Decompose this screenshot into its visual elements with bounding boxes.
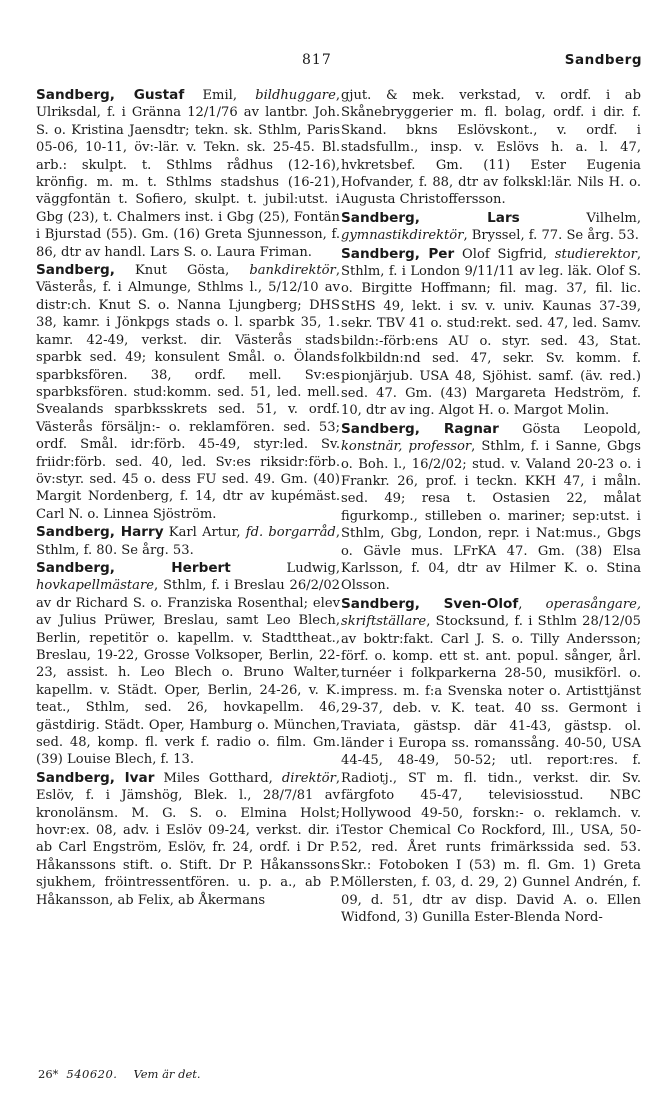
entry-occupation: konstnär, professor <box>341 439 472 455</box>
entry-given-names: Gösta Leopold, <box>498 421 641 437</box>
running-head: Sandberg <box>564 52 642 68</box>
entry-given-names: Knut Gösta, <box>114 263 250 279</box>
entry-name: Sandberg, Herbert <box>36 559 231 576</box>
entry-given-names: Miles Gotthard, <box>154 770 282 786</box>
entry-occupation: operasångare, skriftställare <box>341 596 641 630</box>
entry-text: , Ulriksdal, f. i Gränna 12/1/76 av lantbr. Joh. S. o. Kristina Jaensdtr; tekn. sk. Sthlm, Paris 05-06, 10-11, öv:-lär. v. Tekn. sk. 25-45. Bl. arb.: skulpt. t. Sthlms rådhus (12-16), krönfig. m. m. t. Sthlms stadshus (16-21), väggfontän t. Sofiero, skulpt. t. jubil:utst. i Gbg (23), t. Chalmers inst. i Gbg (25), Fontän i Bjurstad (55). Gm. (16) Greta Sjunnesson, f. 86, dtr av handl. Lars S. o. Laura Friman. <box>36 88 340 260</box>
entry-text: , Eslöv, f. i Jämshög, Blek. l., 28/7/81 av kronolänsm. M. G. S. o. Elmina Holst; hovr:ex. 08, adv. i Eslöv 09-24, verkst. dir. i ab Carl Engström, Eslöv, fr. 24, ordf. i Dr P. Håkanssons stift. o. Stift. Dr P. Håkanssons sjukhem, fröintressentfören. u. p. a., ab P. Håkansson, ab Felix, ab Åkermans <box>36 770 340 908</box>
biography-entry <box>36 262 340 523</box>
footer-signature: 26* <box>38 1067 59 1081</box>
entry-text: , Sthlm, f. i London 9/11/11 av leg. läk. Olof S. o. Birgitte Hoffmann; fil. mag. 37, fil. lic. StHS 49, lekt. i sv. v. univ. Kaunas 37-39, sekr. TBV 41 o. stud:rekt. sed. 47, led. Samv. bildn:-förb:ens AU o. styr. sed. 43, Stat. folkbildn:nd sed. 47, sekr. Sv. komm. f. pionjärjub. USA 48, Sjöhist. samf. (äv. red.) sed. 47. Gm. (43) Margareta Hedström, f. 10, dtr av ing. Algot H. o. Margot Molin. <box>341 246 642 419</box>
biography-entry <box>36 524 340 559</box>
entry-text: , Stocksund, f. i Sthlm 28/12/05 av boktr:fakt. Carl J. S. o. Tilly Andersson; förf. o. komp. ett st. ant. popul. sånger, årl. turnéer i folkparkerna 28-50, musikförl. o. impress. m. f:a Svenska noter o. Artisttjänst 29-37, deb. v. K. teat. 40 ss. Germont i Traviata, gästsp. där 41-43, gästsp. ol. länder i Europa ss. romanssång. 40-50, USA 44-45, 48-49, 50-52; utl. report:res. f. Radiotj., ST m. fl. tidn., verkst. dir. Sv. färgfoto 45-47, televisiosstud. NBC Hollywood 49-50, forskn:- o. reklamch. v. Testor Chemical Co Rockford, Ill., USA, 50-52, red. Året runts frimärkssida sed. 53. Skr.: Fotoboken I (53) m. fl. Gm. 1) Greta Möllersten, f. 03, d. 29, 2) Gunnel Andrén, f. 09, d. 51, dtr av disp. David A. o. Ellen Widfond, 3) Gunilla Ester-Blenda Nord- <box>341 614 641 926</box>
entry-text: , Sthlm, f. i Breslau 26/2/02 av dr Richard S. o. Franziska Rosenthal; elev av Julius Prüwer, Breslau, samt Leo Blech, Berlin, repetitör o. kapellm. v. Stadttheat., Breslau, 19-22, Grosse Volksoper, Berlin, 22-23, assist. h. Leo Blech o. Bruno Walter, kapellm. v. Städt. Oper, Berlin, 24-26, v. K. teat., Sthlm, sed. 26, hovkapellm. 46, gästdirig. Städt. Oper, Hamburg o. München, sed. 48, komp. fl. verk f. radio o. film. Gm. (39) Louise Blech, f. 13. <box>36 578 340 768</box>
biography-entry <box>36 87 340 261</box>
entry-text: , Västerås, f. i Almunge, Sthlms l., 5/12/10 av distr:ch. Knut S. o. Nanna Ljungberg; DHS 38, kamr. i Jönkpgs stads o. l. sparbk 35, 1. kamr. 42-49, verkst. dir. Västerås stads sparbk sed. 49; konsulent Smål. o. Ölands sparbksfören. 38, ordf. mell. Sv:es sparbksfören. stud:komm. sed. 51, led. mell. Svealands sparbksskrets sed. 51, v. ordf. Västerås försäljn:- o. reklamfören. sed. 53; ordf. Smål. idr:förb. 45-49, styr:led. Sv. friidr:förb. sed. 40, led. Sv:es riksidr:förb. öv:styr. sed. 45 o. dess FU sed. 49. Gm. (40) Margit Nordenberg, f. 14, dtr av kupémäst. Carl N. o. Linnea Sjöström. <box>36 263 340 522</box>
page-footer <box>38 1067 201 1081</box>
entry-occupation: gymnastikdirektör <box>341 228 464 244</box>
entry-name: Sandberg, <box>36 262 115 279</box>
entry-occupation: bankdirektör <box>249 263 336 279</box>
entry-given-names: Karl Artur, <box>163 525 246 541</box>
biography-entry <box>36 770 340 909</box>
entry-name: Sandberg, Gustaf <box>36 87 185 103</box>
footer-print-id: 540620. <box>66 1067 118 1081</box>
entry-name: Sandberg, Harry <box>36 524 164 541</box>
entry-occupation: bildhuggare <box>255 88 336 103</box>
entry-occupation: hovkapellmästare <box>36 578 154 594</box>
entry-occupation: studierektor <box>554 246 637 262</box>
entry-given-names: , <box>518 596 546 612</box>
entry-text: , Bryssel, f. 77. Se årg. 53. <box>463 228 639 244</box>
entry-name: Sandberg, Lars <box>341 209 520 226</box>
entry-given-names: Olof Sigfrid, <box>454 246 555 262</box>
entry-occupation: fd. borgarråd <box>245 525 336 541</box>
biography-entry <box>341 87 641 209</box>
entry-name: Sandberg, Ivar <box>36 769 155 786</box>
biography-entry <box>341 596 641 927</box>
right-column <box>341 87 641 927</box>
entry-text: , Sthlm, f. i Sanne, Gbgs o. Boh. l., 16/2/02; stud. v. Valand 20-23 o. i Frankr. 26, prof. i teckn. KKH 47, i måln. sed. 49; resa t. Ostasien 22, målat figurkomp., stilleben o. mariner; sep:utst. i Sthlm, Gbg, London, repr. i Nat:mus., Gbgs o. Gävle mus. LFrKA 47. Gm. (38) Elsa Karlsson, f. 04, dtr av Hilmer K. o. Stina Olsson. <box>341 439 641 594</box>
entry-name: Sandberg, Ragnar <box>341 420 499 437</box>
biography-entry <box>341 246 641 420</box>
entry-given-names: Ludwig, <box>230 560 340 576</box>
entry-name: Sandberg, Per <box>341 245 455 262</box>
biography-entry <box>341 421 641 595</box>
page-number: 817 <box>302 52 332 68</box>
entry-name: Sandberg, Sven-Olof <box>341 595 519 612</box>
entry-occupation: direktör <box>281 770 336 786</box>
biography-entry <box>341 210 641 245</box>
entry-given-names: Vilhelm, <box>519 210 641 226</box>
entry-text: gjut. & mek. verkstad, v. ordf. i ab Skånebryggerier m. fl. bolag, ordf. i dir. f. Skand. bkns Eslövskont., v. ordf. i stadsfullm., insp. v. Eslövs h. a. l. 47, hvkretsbef. Gm. (11) Ester Eugenia Hofvander, f. 88, dtr av folkskl:lär. Nils H. o. Augusta Christoffersson. <box>341 88 641 208</box>
footer-note: Vem är det. <box>133 1067 201 1081</box>
biography-entry <box>36 560 340 769</box>
entry-given-names: Emil, <box>184 88 256 103</box>
entry-text: , Sthlm, f. 80. Se årg. 53. <box>36 525 340 558</box>
left-column <box>36 87 340 909</box>
